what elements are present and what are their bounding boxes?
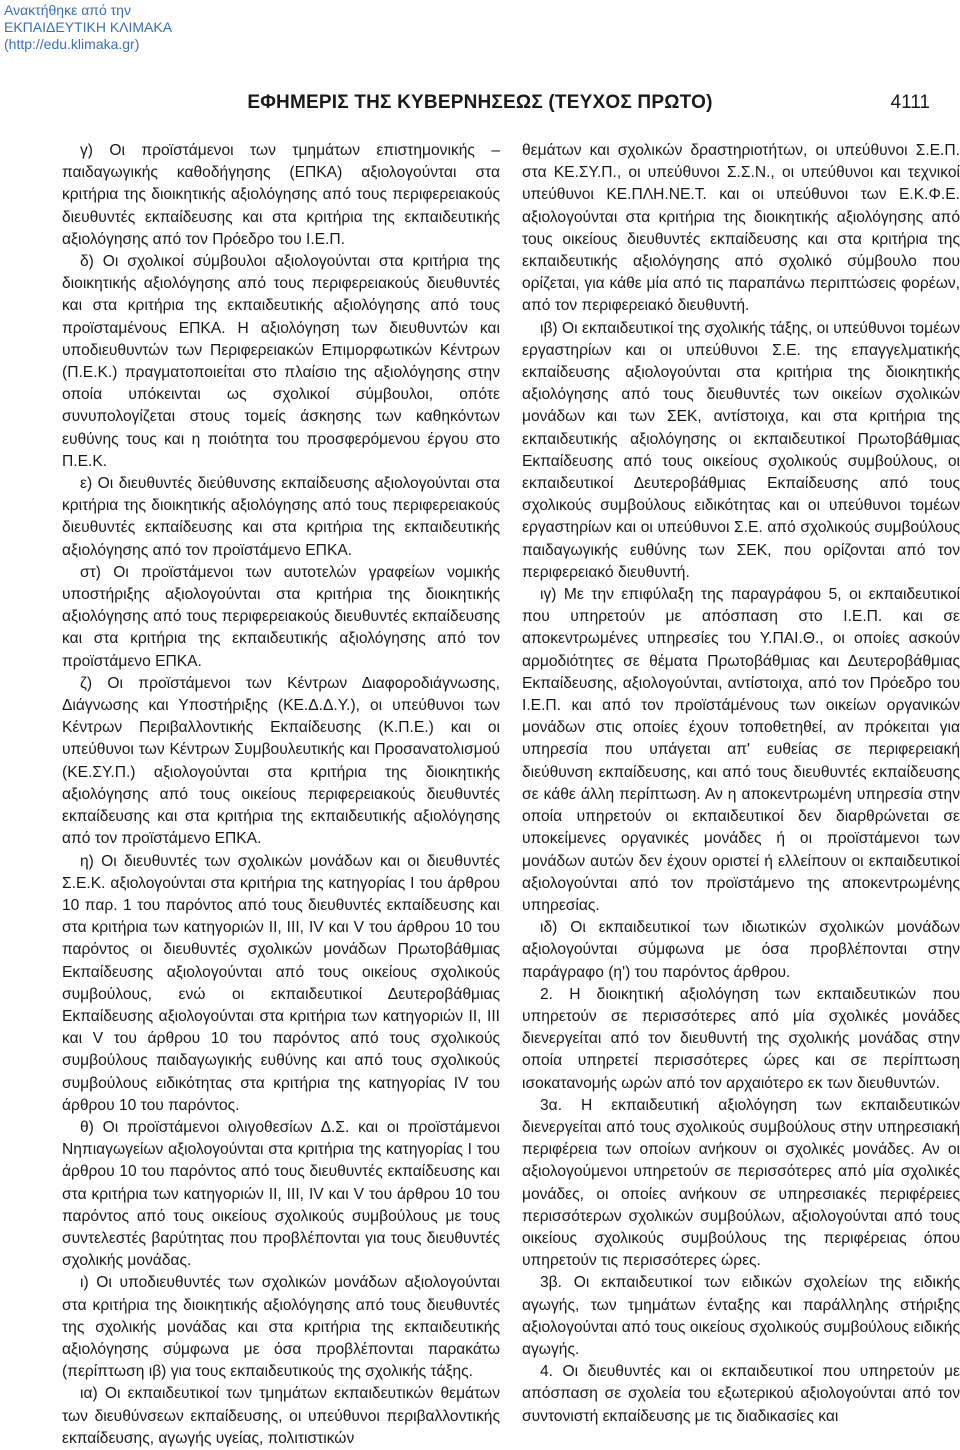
paragraph: ιγ) Με την επιφύλαξη της παραγράφου 5, οι εκπαιδευτικοί που υπηρετούν με απόσπαση στο Ι.Ε.Π. και σε αποκεντρωμένες υπηρεσίες του Υ.ΠΑΙ.Θ., οι οποίες ασκούν αρμοδιότητες σε θέματα Πρωτοβάθμιας και Δευτεροβάθμιας Εκπαίδευσης, αξιολογούνται, αντίστοιχα, από τον Πρόεδρο του Ι.Ε.Π. και από τον προϊστάμένους των οικείων οργανικών μονάδων στις οποίες έχουν τοποθετηθεί, αν πρόκειται για υπηρεσία που υπάγεται απ' ευθείας σε περιφερειακή διεύθυνση εκπαίδευσης, και από τους διευθυντές εκπαίδευσης σε κάθε άλλη περίπτωση. Αν η αποκεντρωμένη υπηρεσία στην οποία υπηρετούν οι εκπαιδευτικοί δεν διαρθρώνεται σε υποκείμενες οργανικές μονάδες ή οι προϊστάμενοι των μονάδων αυτών δεν έχουν οριστεί ή ελλείπουν οι εκπαιδευτικοί αξιολογούνται από τον προϊστάμενο της αποκεντρωμένης υπηρεσίας. <box>522 586 960 914</box>
paragraph: 2. Η διοικητική αξιολόγηση των εκπαιδευτικών που υπηρετούν σε περισσότερες από μία σχολικές μονάδες διενεργείται από τον διευθυντή της σχολικής μονάδας στην οποία υπηρετεί περισσότερες ώρες και σε περίπτωση ισοκατανομής ωρών από τον αρχαιότερο εκ των διευθυντών. <box>522 985 960 1092</box>
paragraph: ζ) Οι προϊστάμενοι των Κέντρων Διαφοροδιάγνωσης, Διάγνωσης και Υποστήριξης (ΚΕ.Δ.Δ.Υ.), οι υπεύθυνοι των Κέντρων Περιβαλλοντικής Εκπαίδευσης (Κ.Π.Ε.) και οι υπεύθυνοι των Κέντρων Συμβουλευτικής και Προσανατολισμού (ΚΕ.ΣΥ.Π.) αξιολογούνται στα κριτήρια της διοικητικής αξιολόγησης από τους οικείους περιφερειακούς διευθυντές εκπαίδευσης και στα κριτήρια της εκπαιδευτικής αξιολόγησης από τον προϊστάμενο ΕΠΚΑ. <box>62 674 500 848</box>
paragraph: η) Οι διευθυντές των σχολικών μονάδων και οι διευθυντές Σ.Ε.Κ. αξιολογούνται στα κριτήρια της κατηγορίας Ι του άρθρου 10 παρ. 1 του παρόντος από τους διευθυντές εκπαίδευσης και στα κριτήρια των κατηγοριών ΙΙ, ΙΙΙ, ΙV και V του άρθρου 10 του παρόντος οι διευθυντές σχολικών μονάδων Πρωτοβάθμιας Εκπαίδευσης αξιολογούνται από τους οικείους σχολικούς συμβούλους, ενώ οι εκπαιδευτικοί Δευτεροβάθμιας Εκπαίδευσης αξιολογούνται στα κριτήρια των κατηγοριών ΙΙ, ΙΙΙ και V του άρθρου 10 του παρόντος από τους σχολικούς συμβούλους παιδαγωγικής ευθύνης και από τους σχολικούς συμβούλους ειδικότητας στα κριτήρια της κατηγορίας IV του άρθρου 10 του παρόντος. <box>62 852 500 1114</box>
paragraph: 4. Οι διευθυντές και οι εκπαιδευτικοί που υπηρετούν με απόσπαση σε σχολεία του εξωτερικού αξιολογούνται από τον συντονιστή εκπαίδευσης με τις διαδικασίες και <box>522 1363 960 1425</box>
paragraph: ιδ) Οι εκπαιδευτικοί των ιδιωτικών σχολικών μονάδων αξιολογούνται σύμφωνα με όσα προβλέπονται στην παράγραφο (η') του παρόντος άρθρου. <box>522 919 960 981</box>
paragraph: ε) Οι διευθυντές διεύθυνσης εκπαίδευσης αξιολογούνται στα κριτήρια της διοικητικής αξιολόγησης από τους περιφερειακούς διευθυντές εκπαίδευσης και στα κριτήρια της εκπαιδευτικής αξιολόγησης από τον προϊστάμενο ΕΠΚΑ. <box>62 475 500 559</box>
page-number: 4111 <box>890 92 930 113</box>
paragraph: ιβ) Οι εκπαιδευτικοί της σχολικής τάξης, οι υπεύθυνοι τομέων εργαστηρίων και οι υπεύθυνοι Σ.Ε. της επαγγελματικής εκπαίδευσης αξιολογούνται στα κριτήρια της διοικητικής αξιολόγησης από τους διευθυντές των οικείων σχολικών μονάδων και των ΣΕΚ, αντίστοιχα, και στα κριτήρια της εκπαιδευτικής αξιολόγησης οι εκπαιδευτικοί Πρωτοβάθμιας Εκπαίδευσης από τους οικείους σχολικούς συμβούλους, οι εκπαιδευτικοί Δευτεροβάθμιας Εκπαίδευσης από τους σχολικούς συμβούλους ειδικότητας και οι υπεύθυνοι τομέων εργαστηρίων και οι υπεύθυνοι Σ.Ε. από σχολικούς συμβούλους παιδαγωγικής ευθύνης των ΣΕΚ, που ορίζονται από τον περιφερειακό διευθυντή. <box>522 319 960 581</box>
paragraph: στ) Οι προϊστάμενοι των αυτοτελών γραφείων νομικής υποστήριξης αξιολογούνται στα κριτήρια της διοικητικής αξιολόγησης από τους περιφερειακούς διευθυντές εκπαίδευσης και στα κριτήρια της εκπαιδευτικής αξιολόγησης από τον προϊστάμενο ΕΠΚΑ. <box>62 563 500 670</box>
paragraph: 3β. Οι εκπαιδευτικοί των ειδικών σχολείων της ειδικής αγωγής, των τμημάτων ένταξης και παράλληλης στήριξης αξιολογούνται από τους οικείους σχολικούς συμβούλους ειδικής αγωγής. <box>522 1274 960 1358</box>
paragraph: 3α. Η εκπαιδευτική αξιολόγηση των εκπαιδευτικών διενεργείται από τους σχολικούς συμβούλους στην υπηρεσιακή περιφέρεια των οποίων ανήκουν οι σχολικές μονάδες. Αν οι αξιολογούμενοι υπηρετούν σε περισσότερες από μία σχολικές μονάδες, οι οποίες ανήκουν σε υπηρεσιακές περιφέρειες περισσότερων σχολικών συμβούλων, αξιολογούνται από τους οικείους σχολικούς συμβούλους της περιφέρειας όπου υπηρετούν τις περισσότερες ώρες. <box>522 1096 960 1270</box>
right-column <box>522 140 960 1428</box>
watermark-line-1: Ανακτήθηκε από την <box>4 2 131 18</box>
gazette-title: ΕΦΗΜΕΡΙΣ ΤΗΣ ΚΥΒΕΡΝΗΣΕΩΣ (ΤΕΥΧΟΣ ΠΡΩΤΟ) <box>247 92 713 113</box>
page-header <box>0 88 960 118</box>
paragraph: δ) Οι σχολικοί σύμβουλοι αξιολογούνται στα κριτήρια της διοικητικής αξιολόγησης από τους περιφερειακούς διευθυντές και στα κριτήρια της εκπαιδευτικής αξιολόγησης από τους προϊσταμένους ΕΠΚΑ. Η αξιολόγηση των διευθυντών και υποδιευθυντών των Περιφερειακών Επιμορφωτικών Κέντρων (Π.Ε.Κ.) πραγματοποιείται στο πλαίσιο της αξιολόγησης στην οποία υπόκεινται ως σχολικοί σύμβουλοι, οπότε συνυπολογίζεται στους τομείς άσκησης των καθηκόντων ευθύνης τους και η ποιότητα του προσφερόμενου έργου στο Π.Ε.Κ. <box>62 253 500 470</box>
paragraph: θεμάτων και σχολικών δραστηριοτήτων, οι υπεύθυνοι Σ.Ε.Π. στα ΚΕ.ΣΥ.Π., οι υπεύθυνοι Σ.Σ.Ν., οι υπεύθυνοι και τεχνικοί υπεύθυνοι ΚΕ.ΠΛΗ.ΝΕ.Τ. και οι υπεύθυνοι των Ε.Κ.Φ.Ε. αξιολογούνται στα κριτήρια της διοικητικής αξιολόγησης από τους οικείους διευθυντές εκπαίδευσης και στα κριτήρια της εκπαιδευτικής αξιολόγησης από σχολικό σύμβουλο που ορίζεται, για κάθε μία από τις παραπάνω περιπτώσεις φορέων, από τον περιφερειακό διευθυντή. <box>522 142 960 315</box>
left-column <box>62 140 500 1450</box>
paragraph: ια) Οι εκπαιδευτικοί των τμημάτων εκπαιδευτικών θεμάτων των διευθύνσεων εκπαίδευσης, οι υπεύθυνοι περιβαλλοντικής εκπαίδευσης, αγωγής υγείας, πολιτιστικών <box>62 1385 500 1447</box>
watermark-line-2: ΕΚΠΑΙΔΕΥΤΙΚΗ ΚΛΙΜΑΚΑ <box>4 19 173 35</box>
paragraph: ι) Οι υποδιευθυντές των σχολικών μονάδων αξιολογούνται στα κριτήρια της διοικητικής αξιολόγησης από τους διευθυντές της σχολικής μονάδας και στα κριτήρια της εκπαιδευτικής αξιολόγησης σύμφωνα με όσα προβλέπονται παρακάτω (περίπτωση ιβ) για τους εκπαιδευτικούς της σχολικής τάξης. <box>62 1274 500 1381</box>
paragraph: θ) Οι προϊστάμενοι ολιγοθεσίων Δ.Σ. και οι προϊστάμενοι Νηπιαγωγείων αξιολογούνται στα κριτήρια της κατηγορίας Ι του άρθρου 10 του παρόντος από τους διευθυντές εκπαίδευσης και στα κριτήρια των κατηγοριών ΙΙ, ΙΙΙ, ΙV και V του άρθρου 10 του παρόντος από τους οικείους σχολικούς συμβούλους με τους συντελεστές βαρύτητας που προβλέπονται για τους διευθυντές σχολικής μονάδας. <box>62 1118 500 1270</box>
source-watermark <box>4 2 172 53</box>
paragraph: γ) Οι προϊστάμενοι των τμημάτων επιστημονικής – παιδαγωγικής καθοδήγησης (ΕΠΚΑ) αξιολογούνται στα κριτήρια της διοικητικής αξιολόγησης από τους περιφερειακούς διευθυντές εκπαίδευσης και στα κριτήρια της εκπαιδευτικής αξιολόγησης από τον Πρόεδρο του Ι.Ε.Π. <box>62 142 500 248</box>
watermark-line-3: (http://edu.klimaka.gr) <box>4 36 140 52</box>
